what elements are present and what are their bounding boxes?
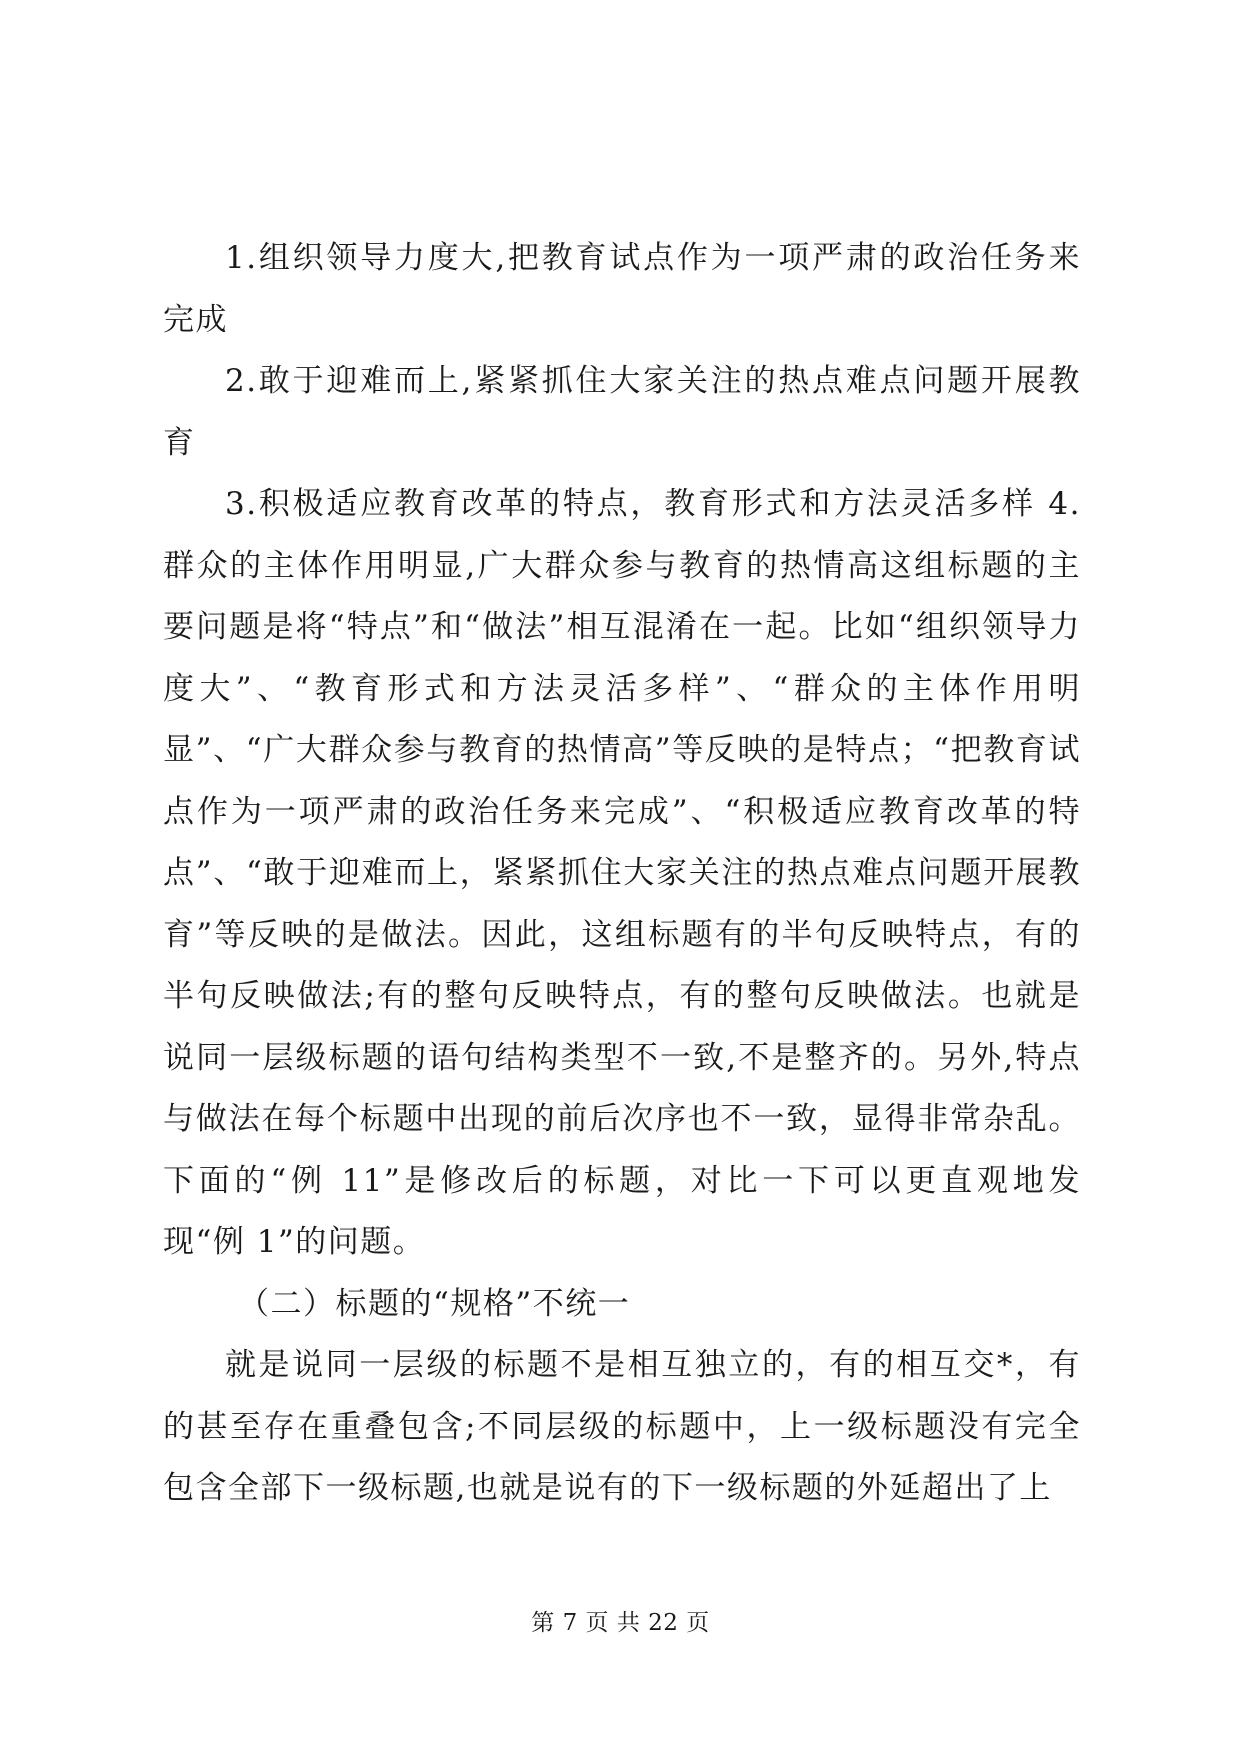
paragraph-item-4: 就是说同一层级的标题不是相互独立的，有的相互交*，有的甚至存在重叠包含;不同层级的标题中，上一级标题没有完全包含全部下一级标题,也就是说有的下一级标题的外延超出了上 (163, 1347, 1081, 1506)
section-heading: （二）标题的“规格”不统一 (238, 1285, 631, 1322)
paragraph-item-1: 1.组织领导力度大,把教育试点作为一项严肃的政治任务来完成 (163, 240, 1081, 338)
paragraph-item-2: 2.敢于迎难而上,紧紧抓住大家关注的热点难点问题开展教育 (163, 363, 1081, 461)
body-text (163, 228, 1081, 1520)
paragraph-item-3: 3.积极适应教育改革的特点，教育形式和方法灵活多样 4.群众的主体作用明显,广大群众参与教育的热情高这组标题的主要问题是将“特点”和“做法”相互混淆在一起。比如“组织领导力度大”、“教育形式和方法灵活多样”、“群众的主体作用明显”、“广大群众参与教育的热情高”等反映的是特点；“把教育试点作为一项严肃的政治任务来完成”、“积极适应教育改革的特点”、“敢于迎难而上，紧紧抓住大家关注的热点难点问题开展教育”等反映的是做法。因此，这组标题有的半句反映特点，有的半句反映做法;有的整句反映特点，有的整句反映做法。也就是说同一层级标题的语句结构类型不一致,不是整齐的。另外,特点与做法在每个标题中出现的前后次序也不一致，显得非常杂乱。下面的“例 11”是修改后的标题，对比一下可以更直观地发现“例 1”的问题。 (163, 486, 1081, 1260)
page-indicator: 第 7 页 共 22 页 (531, 1610, 710, 1636)
page-footer (0, 1608, 1241, 1638)
